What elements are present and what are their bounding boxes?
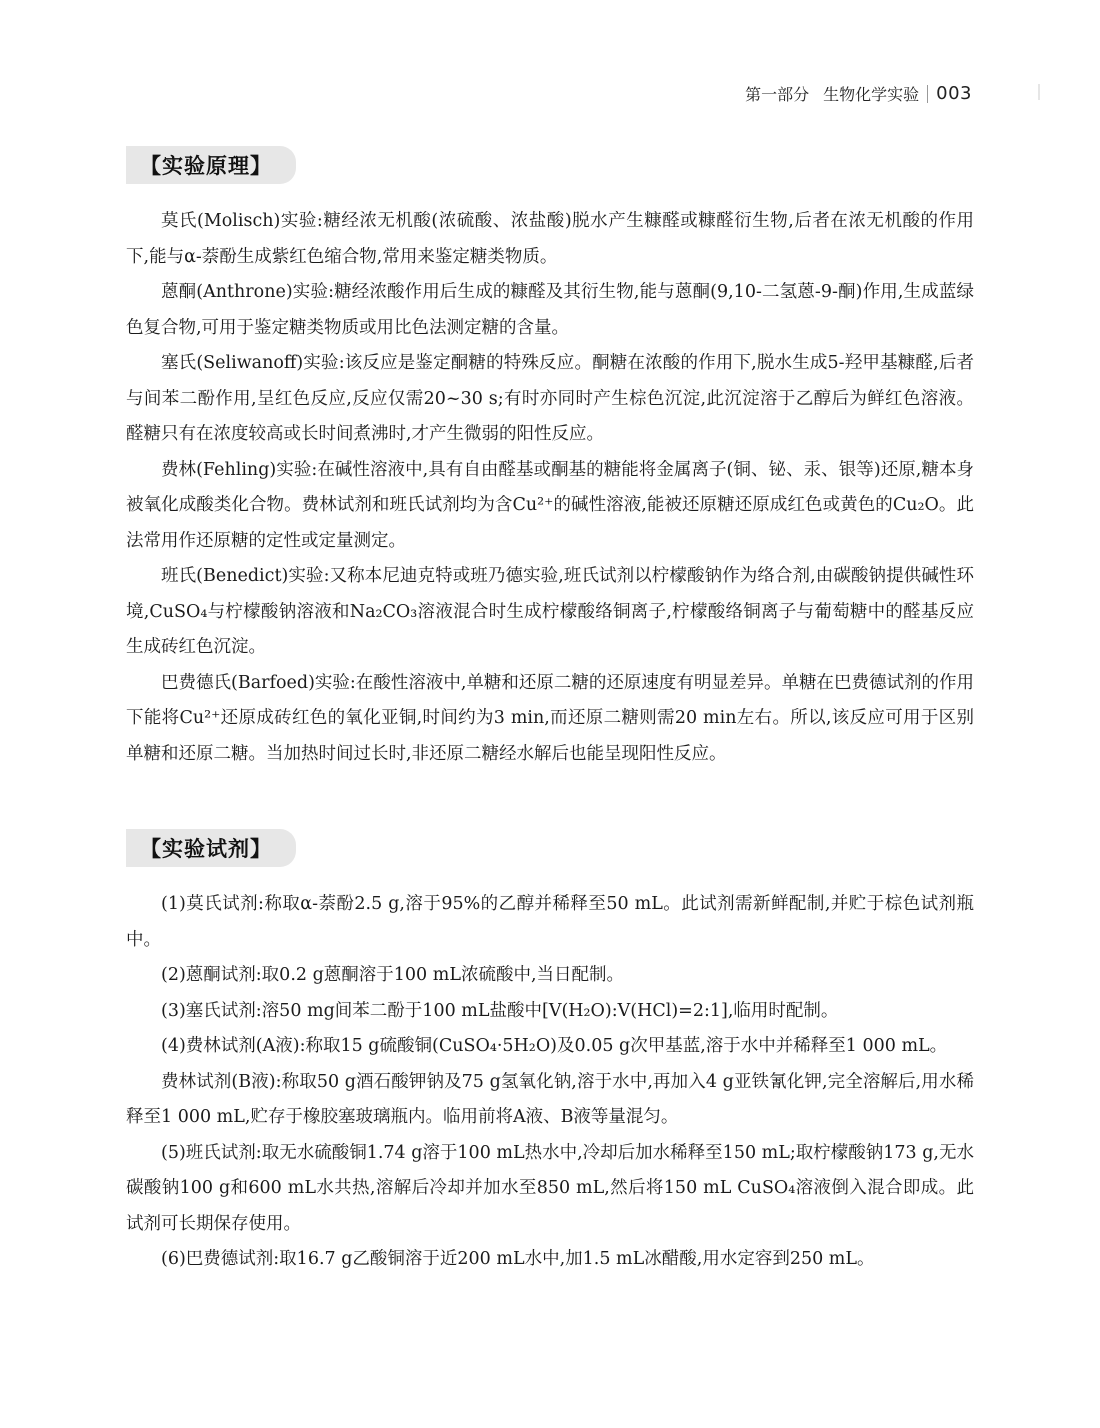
paragraph-fehling: 费林(Fehling)实验:在碱性溶液中,具有自由醛基或酮基的糖能将金属离子(铜、铋、汞、银等)还原,糖本身被氧化成酸类化合物。费林试剂和班氏试剂均为含Cu²⁺的碱性溶液,能被还原糖还原成红色或黄色的Cu₂O。此法常用作还原糖的定性或定量测定。 bbox=[126, 459, 974, 551]
reagent-benedict: (5)班氏试剂:取无水硫酸铜1.74 g溶于100 mL热水中,冷却后加水稀释至150 mL;取柠檬酸钠173 g,无水碳酸钠100 g和600 mL水共热,溶解后冷却并加水至850 mL,然后将150 mL CuSO₄溶液倒入混合即成。此试剂可长期保存使用。 bbox=[126, 1142, 974, 1234]
reagent-molisch: (1)莫氏试剂:称取α-萘酚2.5 g,溶于95%的乙醇并稀释至50 mL。此试剂需新鲜配制,并贮于棕色试剂瓶中。 bbox=[126, 894, 974, 950]
paragraph-barfoed: 巴费德氏(Barfoed)实验:在酸性溶液中,单糖和还原二糖的还原速度有明显差异。单糖在巴费德试剂的作用下能将Cu²⁺还原成砖红色的氧化亚铜,时间约为3 min,而还原二糖则需20 min左右。所以,该反应可用于区别单糖和还原二糖。当加热时间过长时,非还原二糖经水解后也能呈现阳性反应。 bbox=[126, 672, 974, 764]
reagent-anthrone: (2)蒽酮试剂:取0.2 g蒽酮溶于100 mL浓硫酸中,当日配制。 bbox=[161, 965, 625, 985]
section-title-reagents: 【实验试剂】 bbox=[126, 829, 296, 867]
reagents-body bbox=[126, 887, 974, 1278]
paragraph-anthrone: 蒽酮(Anthrone)实验:糖经浓酸作用后生成的糠醛及其衍生物,能与蒽酮(9,10-二氢蒽-9-酮)作用,生成蓝绿色复合物,可用于鉴定糖类物质或用比色法测定糖的含量。 bbox=[126, 282, 974, 338]
principle-body bbox=[126, 204, 974, 772]
page-edge-mark bbox=[1038, 84, 1040, 100]
header-divider bbox=[927, 85, 928, 103]
paragraph-molisch: 莫氏(Molisch)实验:糖经浓无机酸(浓硫酸、浓盐酸)脱水产生糠醛或糠醛衍生物,后者在浓无机酸的作用下,能与α-萘酚生成紫红色缩合物,常用来鉴定糖类物质。 bbox=[126, 211, 974, 267]
page-number: 003 bbox=[936, 83, 972, 104]
reagent-seliwanoff: (3)塞氏试剂:溶50 mg间苯二酚于100 mL盐酸中[V(H₂O):V(HCl)=2:1],临用时配制。 bbox=[161, 1000, 839, 1021]
reagent-fehling-a: (4)费林试剂(A液):称取15 g硫酸铜(CuSO₄·5H₂O)及0.05 g次甲基蓝,溶于水中并稀释至1 000 mL。 bbox=[161, 1036, 948, 1056]
section-title-principle: 【实验原理】 bbox=[126, 146, 296, 184]
reagent-fehling-b: 费林试剂(B液):称取50 g酒石酸钾钠及75 g氢氧化钠,溶于水中,再加入4 g亚铁氰化钾,完全溶解后,用水稀释至1 000 mL,贮存于橡胶塞玻璃瓶内。临用前将A液、B液等量混匀。 bbox=[126, 1071, 974, 1127]
paragraph-benedict: 班氏(Benedict)实验:又称本尼迪克特或班乃德实验,班氏试剂以柠檬酸钠作为络合剂,由碳酸钠提供碱性环境,CuSO₄与柠檬酸钠溶液和Na₂CO₃溶液混合时生成柠檬酸络铜离子,柠檬酸络铜离子与葡萄糖中的醛基反应生成砖红色沉淀。 bbox=[126, 566, 974, 657]
paragraph-seliwanoff: 塞氏(Seliwanoff)实验:该反应是鉴定酮糖的特殊反应。酮糖在浓酸的作用下,脱水生成5-羟甲基糠醛,后者与间苯二酚作用,呈红色反应,反应仅需20~30 s;有时亦同时产生棕色沉淀,此沉淀溶于乙醇后为鲜红色溶液。醛糖只有在浓度较高或长时间煮沸时,才产生微弱的阳性反应。 bbox=[126, 353, 974, 444]
header-part: 第一部分 bbox=[745, 85, 810, 104]
running-header bbox=[745, 82, 972, 105]
reagent-barfoed: (6)巴费德试剂:取16.7 g乙酸铜溶于近200 mL水中,加1.5 mL冰醋酸,用水定容到250 mL。 bbox=[161, 1249, 875, 1269]
header-chapter: 生物化学实验 bbox=[823, 85, 920, 104]
